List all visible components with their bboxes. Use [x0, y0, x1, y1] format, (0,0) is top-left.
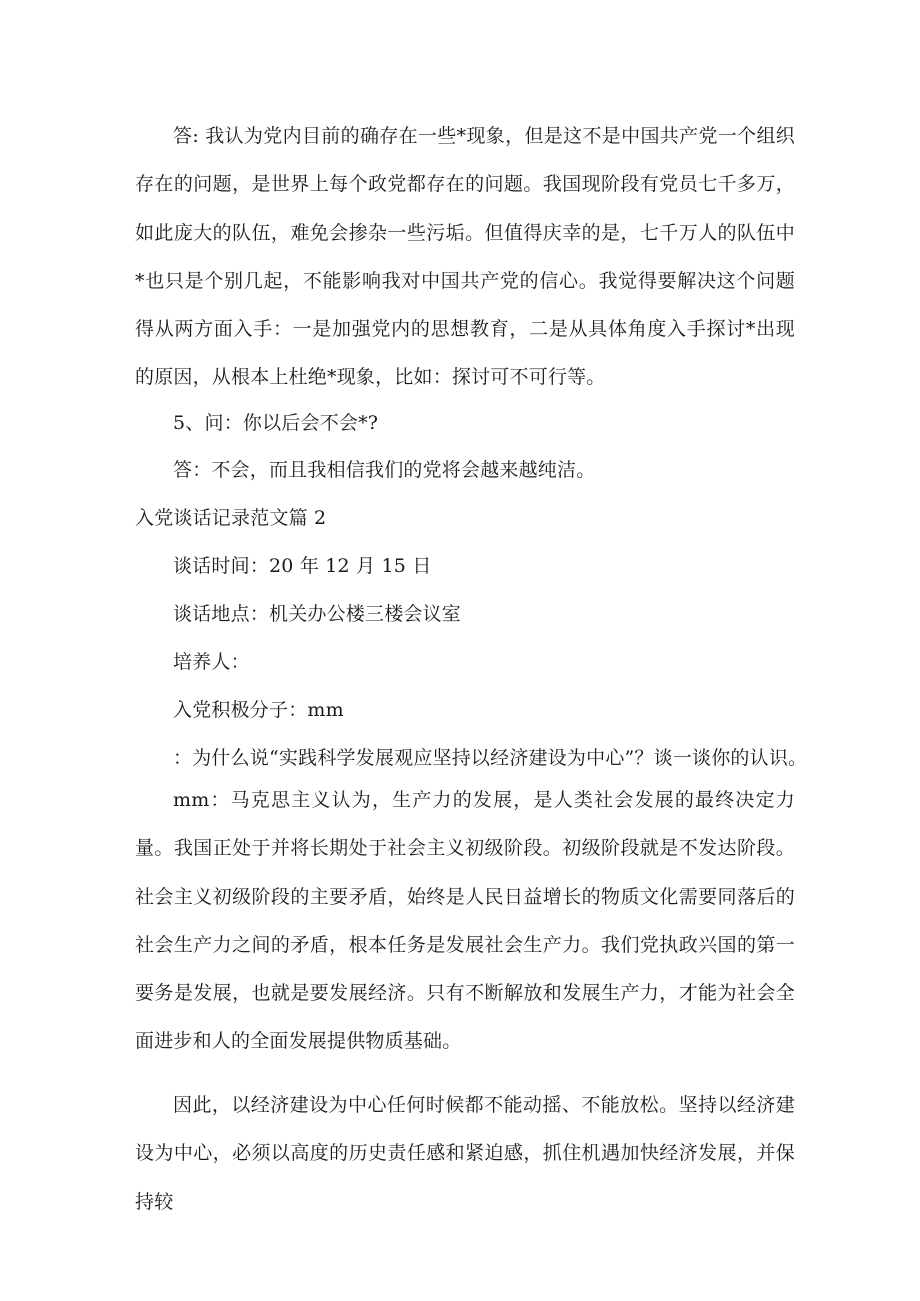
interview-question: ：为什么说“实践科学发展观应坚持以经济建设为中心”？谈一谈你的认识。 — [173, 747, 808, 769]
section-heading: 入党谈话记录范文篇 2 — [135, 507, 327, 529]
talk-place: 谈话地点：机关办公楼三楼会议室 — [173, 603, 462, 625]
trainer-label: 培养人： — [173, 651, 250, 673]
interview-answer: mm：马克思主义认为，生产力的发展，是人类社会发展的最终决定力量。我国正处于并将长期处于社会主义初级阶段。初级阶段就是不发达阶段。社会主义初级阶段的主要矛盾，始终是人民日益增长的物质文化需要同落后的社会生产力之间的矛盾，根本任务是发展社会生产力。我们党执政兴国的第一要务是发展，也就是要发展经济。只有不断解放和发展生产力，才能为社会全面进步和人的全面发展提供物质基础。 — [135, 789, 795, 1053]
talk-time: 谈话时间：20 年 12 月 15 日 — [173, 555, 432, 577]
conclusion-paragraph: 因此，以经济建设为中心任何时候都不能动摇、不能放松。坚持以经济建设为中心，必须以高度的历史责任感和紧迫感，抓住机遇加快经济发展，并保持较 — [135, 1094, 795, 1213]
activist-label: 入党积极分子：mm — [173, 699, 344, 721]
question-5: 5、问：你以后会不会*? — [173, 412, 379, 434]
answer-paragraph-4: 答: 我认为党内目前的确存在一些*现象，但是这不是中国共产党一个组织存在的问题，是世界上每个政党都存在的问题。我国现阶段有党员七千多万，如此庞大的队伍，难免会掺杂一些污垢。但值得庆幸的是，七千万人的队伍中*也只是个别几起，不能影响我对中国共产党的信心。我觉得要解决这个问题得从两方面入手：一是加强党内的思想教育，二是从具体角度入手探讨*出现的原因，从根本上杜绝*现象，比如：探讨可不可行等。 — [135, 125, 795, 389]
answer-5: 答：不会，而且我相信我们的党将会越来越纯洁。 — [173, 459, 596, 481]
